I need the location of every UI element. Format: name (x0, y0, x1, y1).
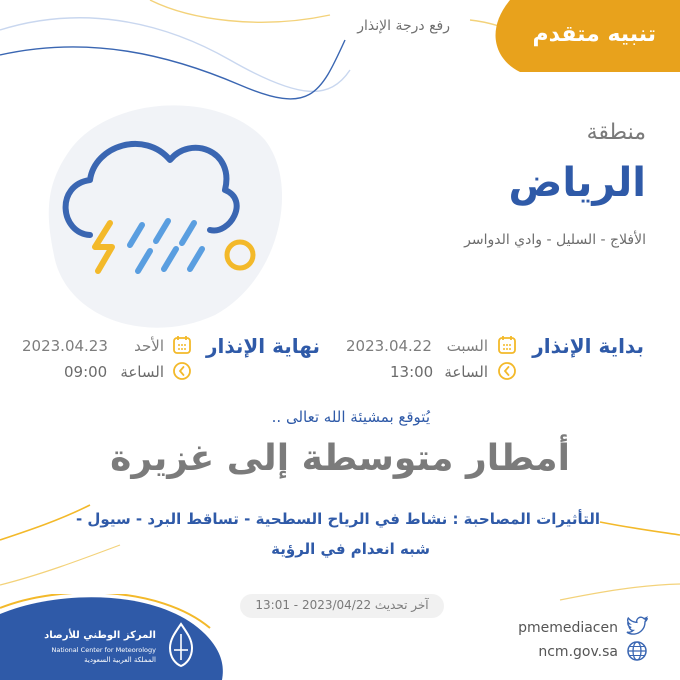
last-update-pill (240, 594, 444, 618)
alert-start-title: بداية الإنذار (532, 334, 644, 358)
raise-level-text: رفع درجة الإنذار (357, 18, 450, 34)
clock-icon (497, 361, 517, 381)
org-name-arabic: المركز الوطني للأرصاد (44, 630, 156, 641)
thunderstorm-icon (50, 125, 270, 285)
alert-start-date: 2023.04.22 (346, 337, 432, 355)
forecast-intro: يُتوقع بمشيئة الله تعالى .. (271, 408, 430, 426)
alert-end-time-label: الساعة (120, 363, 164, 381)
region-name: الرياض (508, 160, 646, 206)
alert-end-date: 2023.04.23 (22, 337, 108, 355)
region-label: منطقة (586, 120, 646, 145)
org-country-arabic: المملكة العربية السعودية (84, 656, 156, 664)
forecast-headline: أمطار متوسطة إلى غزيرة (110, 438, 570, 479)
region-areas: الأفلاج - السليل - وادي الدواسر (464, 232, 646, 248)
last-update-text: آخر تحديث 2023/04/22 - 13:01 (255, 598, 429, 612)
globe-icon[interactable] (626, 640, 648, 662)
calendar-icon (497, 335, 517, 355)
forecast-effects: التأثيرات المصاحبة : نشاط في الرياح السطحية - تساقط البرد - سيول - (75, 510, 600, 528)
alert-end-title: نهاية الإنذار (205, 334, 320, 358)
website-link[interactable]: ncm.gov.sa (538, 644, 618, 660)
twitter-handle[interactable]: pmemediacen (518, 620, 618, 636)
alert-end-time: 09:00 (64, 363, 108, 381)
alert-end-day: الأحد (134, 337, 164, 355)
twitter-icon[interactable] (626, 616, 648, 636)
org-name-english: National Center for Meteorology (51, 646, 156, 654)
calendar-icon (172, 335, 192, 355)
badge-label: تنبيه متقدم (532, 22, 656, 47)
ncm-emblem-icon (160, 620, 202, 670)
alert-start-day: السبت (446, 337, 488, 355)
forecast-effects-continued: شبه انعدام في الرؤية (271, 540, 430, 558)
clock-icon (172, 361, 192, 381)
alert-start-time-label: الساعة (444, 363, 488, 381)
alert-start-time: 13:00 (390, 363, 434, 381)
